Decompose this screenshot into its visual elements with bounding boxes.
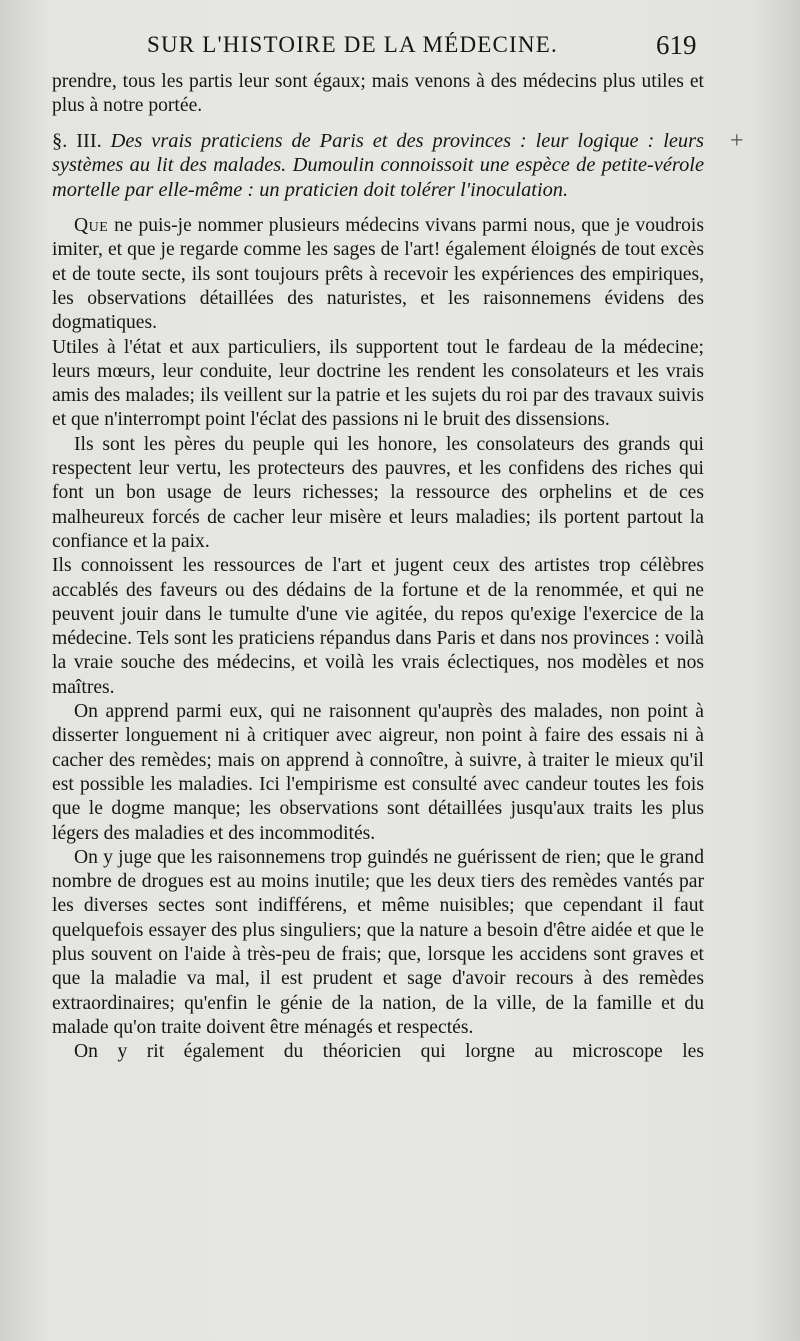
paragraph: On y juge que les raisonnemens trop guindés ne guérissent de rien; que le grand nombre de drogues est au moins inutile; que les deux tiers des remèdes vantés par les diverses sectes sont indifférens, et même nuisibles; que cependant il faut quelquefois essayer des plus singuliers; que la nature a besoin d'être aidée et que le plus souvent on l'aide à très-peu de frais; que, lorsque les accidens sont graves et que la maladie va mal, il est prudent et sage d'avoir recours à des remèdes extraordinaires; qu'enfin le génie de la nation, de la ville, de la famille et du malade qu'on traite doivent être ménagés et respectés.: [52, 846, 704, 1038]
section-mark: §.: [52, 129, 68, 152]
margin-cross-mark: +: [730, 128, 744, 154]
paragraph-text: ne puis-je nommer plusieurs médecins vivans parmi nous, que je voudrois imiter, et que je regarde comme les sages de l'art! également éloignés de tout excès et de toute secte, ils sont toujours prêts à recevoir les expériences des empiriques, les observations détaillées des naturistes, et les raisonnemens évidens des dogmatiques.: [52, 215, 704, 334]
paragraph: Ils connoissent les ressources de l'art et jugent ceux des artistes trop célèbres accablés des faveurs ou des dédains de la fortune et de la renommée, et qui ne peuvent jouir dans le tumulte d'une vie agitée, du repos qu'exige l'exercice de la médecine. Tels sont les praticiens répandus dans Paris et dans nos provinces : voilà la vraie souche des médecins, et voilà les vrais éclectiques, nos modèles et nos maîtres.: [52, 555, 704, 698]
opening-text: prendre, tous les partis leur sont égaux; mais venons à des médecins plus utiles et plus à notre portée.: [52, 71, 704, 117]
paragraph: Utiles à l'état et aux particuliers, ils supportent tout le fardeau de la médecine; leurs mœurs, leur conduite, leur doctrine les rendent les consolateurs et les vrais amis des malades; ils veillent sur la patrie et les sujets du roi par des travaux suivis et que n'interrompt point l'éclat des passions ni le bruit des dissensions.: [52, 336, 704, 431]
paragraph: [52, 214, 704, 335]
body-text: [52, 214, 704, 1064]
page-number: 619: [656, 30, 697, 60]
paragraph-lead: Que: [74, 215, 109, 237]
paragraph: Ils sont les pères du peuple qui les honore, les consolateurs des grands qui respectent leur vertu, les protecteurs des pauvres, et les confidens des riches qui font un bon usage de leurs richesses; la ressource des orphelins et de ces malheureux forcés de cacher leur misère et leurs maladies; ils portent partout la confiance et la paix.: [52, 433, 704, 552]
running-title: SUR L'HISTOIRE DE LA MÉDECINE.: [147, 32, 558, 57]
section-number: III.: [76, 129, 102, 152]
paragraph: On apprend parmi eux, qui ne raisonnent qu'auprès des malades, non point à disserter longuement ni à critiquer avec aigreur, non point à faire des essais ni à cacher des remèdes; mais on apprend à connoître, à suivre, à traiter le mieux qu'il est possible les maladies. Ici l'empirisme est consulté avec candeur toutes les fois que le dogme manque; les observations sont détaillées jusqu'aux traits les plus légers des maladies et des incommodités.: [52, 701, 704, 844]
section-title: Des vrais praticiens de Paris et des provinces : leur logique : leurs systèmes au lit des malades. Dumoulin connoissoit une espèce de petite-vérole mortelle par elle-même : un praticien doit tolérer l'inoculation.: [52, 129, 704, 201]
closing-line: On y rit également du théoricien qui lorgne au microscope les: [74, 1041, 704, 1063]
section-heading: [52, 129, 704, 203]
page-header: [52, 26, 704, 70]
